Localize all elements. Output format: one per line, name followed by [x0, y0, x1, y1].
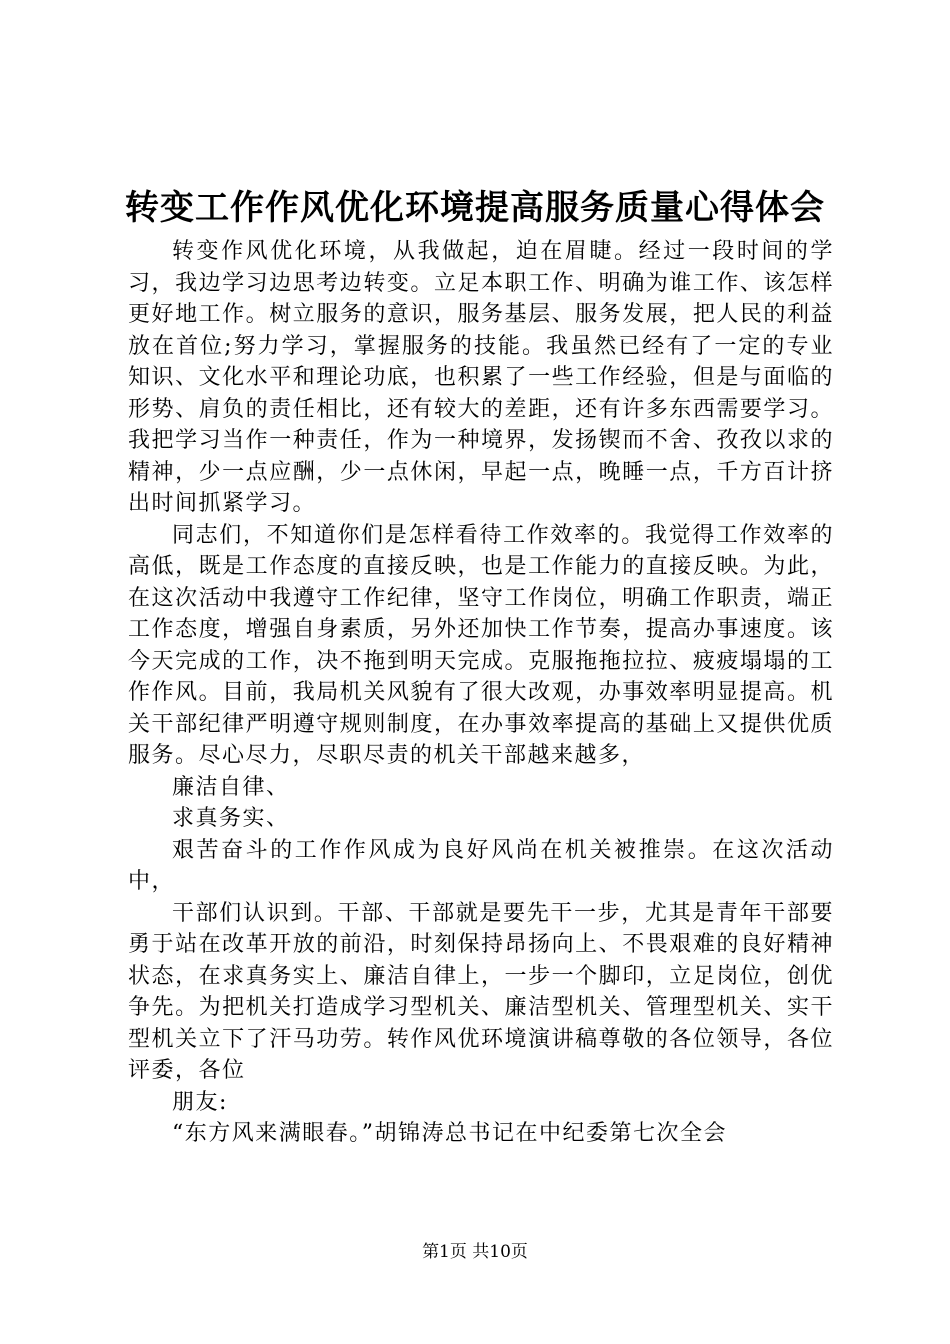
paragraph-8: “东方风来满眼春。”胡锦涛总书记在中纪委第七次全会: [172, 1121, 727, 1146]
paragraph-7: 朋友:: [172, 1089, 228, 1115]
paragraph-2: 同志们，不知道你们是怎样看待工作效率的。我觉得工作效率的高低，既是工作态度的直接反映，也是工作能力的直接反映。为此，在这次活动中我遵守工作纪律，坚守工作岗位，明确工作职责，端正工作态度，增强自身素质，另外还加快工作节奏，提高办事速度。该今天完成的工作，决不拖到明天完成。克服拖拖拉拉、疲疲塌塌的工作作风。目前，我局机关风貌有了很大改观，办事效率明显提高。机关干部纪律严明遵守规则制度，在办事效率提高的基础上又提供优质服务。尽心尽力，尽职尽责的机关干部越来越多，: [128, 522, 834, 768]
paragraph-3: 廉洁自律、: [172, 774, 290, 800]
paragraph-4: 求真务实、: [172, 806, 290, 831]
page-number-footer: 第1页 共10页: [422, 1242, 528, 1262]
document-title: 转变工作作风优化环境提高服务质量心得体会: [125, 188, 825, 228]
paragraph-5: 艰苦奋斗的工作作风成为良好风尚在机关被推崇。在这次活动中，: [128, 837, 834, 894]
paragraph-6: 干部们认识到。干部、干部就是要先干一步，尤其是青年干部要勇于站在改革开放的前沿，时刻保持昂扬向上、不畏艰难的良好精神状态，在求真务实上、廉洁自律上，一步一个脚印，立足岗位，创优争先。为把机关打造成学习型机关、廉洁型机关、管理型机关、实干型机关立下了汗马功劳。转作风优环境演讲稿尊敬的各位领导，各位评委，各位: [128, 900, 834, 1083]
document-body: [128, 236, 834, 1150]
paragraph-1: 转变作风优化环境，从我做起，迫在眉睫。经过一段时间的学习，我边学习边思考边转变。立足本职工作、明确为谁工作、该怎样更好地工作。树立服务的意识，服务基层、服务发展，把人民的利益放在首位;努力学习，掌握服务的技能。我虽然已经有了一定的专业知识、文化水平和理论功底，也积累了一些工作经验，但是与面临的形势、肩负的责任相比，还有较大的差距，还有许多东西需要学习。我把学习当作一种责任，作为一种境界，发扬锲而不舍、孜孜以求的精神，少一点应酬，少一点休闲，早起一点，晚睡一点，千方百计挤出时间抓紧学习。: [128, 239, 834, 516]
